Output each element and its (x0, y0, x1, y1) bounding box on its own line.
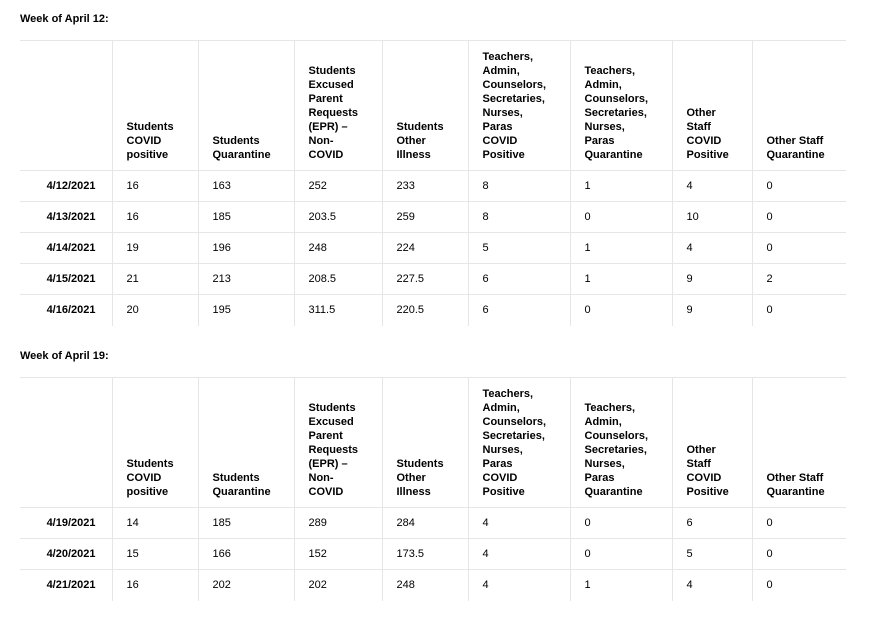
header-line: Other (686, 107, 716, 119)
date-cell: 4/13/2021 (20, 202, 112, 233)
header-line: Positive (686, 486, 729, 498)
header-line: Teachers, (584, 65, 636, 77)
value-cell: 0 (752, 508, 846, 539)
date-cell: 4/21/2021 (20, 570, 112, 601)
header-line: Staff (686, 121, 711, 133)
header-cell (198, 41, 294, 171)
value-cell: 185 (198, 508, 294, 539)
value-cell: 1 (570, 264, 672, 295)
header-line: Illness (396, 486, 431, 498)
date-cell: 4/20/2021 (20, 539, 112, 570)
header-line: (EPR) – (308, 458, 348, 470)
value-cell: 0 (570, 539, 672, 570)
value-cell: 0 (752, 295, 846, 326)
header-line: positive (126, 486, 169, 498)
header-line: Students (308, 65, 356, 77)
header-line: Staff (686, 458, 711, 470)
header-cell (752, 41, 846, 171)
header-line: Students (126, 458, 174, 470)
value-cell: 8 (468, 202, 570, 233)
value-cell: 163 (198, 171, 294, 202)
table-row (20, 508, 846, 539)
header-line: COVID (308, 486, 344, 498)
value-cell: 166 (198, 539, 294, 570)
header-line: Other (396, 472, 426, 484)
value-cell: 15 (112, 539, 198, 570)
value-cell: 4 (468, 508, 570, 539)
value-cell: 1 (570, 570, 672, 601)
value-cell: 0 (570, 295, 672, 326)
value-cell: 213 (198, 264, 294, 295)
value-cell: 248 (382, 570, 468, 601)
value-cell: 6 (468, 295, 570, 326)
header-line: Nurses, (482, 444, 523, 456)
header-line: Nurses, (482, 107, 523, 119)
value-cell: 284 (382, 508, 468, 539)
week-table (20, 377, 846, 601)
header-line: Teachers, (482, 51, 534, 63)
header-line: Students (126, 121, 174, 133)
value-cell: 16 (112, 570, 198, 601)
value-cell: 195 (198, 295, 294, 326)
date-cell: 4/16/2021 (20, 295, 112, 326)
date-cell: 4/14/2021 (20, 233, 112, 264)
value-cell: 311.5 (294, 295, 382, 326)
header-line: (EPR) – (308, 121, 348, 133)
value-cell: 4 (672, 233, 752, 264)
header-line: Students (396, 458, 444, 470)
week-title: Week of April 19: (20, 350, 109, 362)
header-line: Secretaries, (584, 444, 647, 456)
header-line: COVID (686, 135, 722, 147)
header-line: Paras (482, 458, 513, 470)
value-cell: 0 (570, 508, 672, 539)
header-line: COVID (308, 149, 344, 161)
header-line: Teachers, (584, 402, 636, 414)
header-line: COVID (686, 472, 722, 484)
value-cell: 220.5 (382, 295, 468, 326)
header-cell (672, 41, 752, 171)
header-line: Nurses, (584, 121, 625, 133)
value-cell: 1 (570, 233, 672, 264)
header-line: Secretaries, (482, 93, 545, 105)
header-line: Non- (308, 472, 334, 484)
value-cell: 6 (672, 508, 752, 539)
header-line: Other Staff (766, 135, 824, 147)
header-cell (112, 41, 198, 171)
value-cell: 14 (112, 508, 198, 539)
header-line: Quarantine (212, 149, 271, 161)
header-cell-date (20, 41, 112, 171)
table-header-row (20, 378, 846, 508)
header-cell (112, 378, 198, 508)
header-line: Quarantine (212, 486, 271, 498)
value-cell: 208.5 (294, 264, 382, 295)
header-line: Admin, (584, 79, 622, 91)
header-line: Non- (308, 135, 334, 147)
header-line: Counselors, (482, 416, 547, 428)
header-cell (570, 378, 672, 508)
value-cell: 4 (468, 570, 570, 601)
header-line: Parent (308, 430, 343, 442)
header-line: Admin, (584, 416, 622, 428)
value-cell: 19 (112, 233, 198, 264)
value-cell: 0 (570, 202, 672, 233)
value-cell: 0 (752, 570, 846, 601)
value-cell: 10 (672, 202, 752, 233)
value-cell: 203.5 (294, 202, 382, 233)
value-cell: 0 (752, 202, 846, 233)
table-row (20, 295, 846, 326)
header-line: Teachers, (482, 388, 534, 400)
header-line: Other Staff (766, 472, 824, 484)
value-cell: 0 (752, 171, 846, 202)
value-cell: 2 (752, 264, 846, 295)
header-line: Secretaries, (584, 107, 647, 119)
header-cell (468, 41, 570, 171)
header-line: Paras (584, 472, 615, 484)
header-line: Other (686, 444, 716, 456)
header-line: Students (212, 135, 260, 147)
value-cell: 4 (672, 171, 752, 202)
value-cell: 4 (468, 539, 570, 570)
value-cell: 0 (752, 233, 846, 264)
header-line: COVID (126, 135, 162, 147)
header-line: Quarantine (584, 149, 643, 161)
header-line: Secretaries, (482, 430, 545, 442)
value-cell: 227.5 (382, 264, 468, 295)
value-cell: 259 (382, 202, 468, 233)
value-cell: 16 (112, 171, 198, 202)
value-cell: 1 (570, 171, 672, 202)
header-line: Counselors, (584, 93, 649, 105)
header-line: Students (308, 402, 356, 414)
value-cell: 9 (672, 295, 752, 326)
date-cell: 4/12/2021 (20, 171, 112, 202)
value-cell: 20 (112, 295, 198, 326)
header-cell (468, 378, 570, 508)
date-cell: 4/15/2021 (20, 264, 112, 295)
week-title: Week of April 12: (20, 13, 109, 25)
week-table (20, 40, 846, 326)
value-cell: 4 (672, 570, 752, 601)
header-line: positive (126, 149, 169, 161)
header-line: Quarantine (766, 149, 825, 161)
header-line: Paras (482, 121, 513, 133)
value-cell: 202 (198, 570, 294, 601)
value-cell: 16 (112, 202, 198, 233)
date-cell: 4/19/2021 (20, 508, 112, 539)
value-cell: 252 (294, 171, 382, 202)
header-line: Students (212, 472, 260, 484)
header-line: Excused (308, 79, 354, 91)
header-cell (382, 378, 468, 508)
header-cell-date (20, 378, 112, 508)
header-line: Requests (308, 444, 359, 456)
header-line: COVID (482, 135, 518, 147)
header-line: Quarantine (766, 486, 825, 498)
value-cell: 6 (468, 264, 570, 295)
value-cell: 224 (382, 233, 468, 264)
header-cell (752, 378, 846, 508)
value-cell: 5 (672, 539, 752, 570)
value-cell: 248 (294, 233, 382, 264)
header-line: Positive (686, 149, 729, 161)
header-line: Positive (482, 486, 525, 498)
table-row (20, 202, 846, 233)
value-cell: 9 (672, 264, 752, 295)
value-cell: 21 (112, 264, 198, 295)
table-row (20, 539, 846, 570)
header-cell (294, 41, 382, 171)
header-line: Counselors, (482, 79, 547, 91)
header-line: COVID (126, 472, 162, 484)
header-line: Parent (308, 93, 343, 105)
header-cell (672, 378, 752, 508)
table-row (20, 264, 846, 295)
header-line: Admin, (482, 65, 520, 77)
header-line: Admin, (482, 402, 520, 414)
header-cell (294, 378, 382, 508)
header-line: Illness (396, 149, 431, 161)
table-row (20, 570, 846, 601)
header-line: COVID (482, 472, 518, 484)
table-header-row (20, 41, 846, 171)
header-line: Nurses, (584, 458, 625, 470)
value-cell: 152 (294, 539, 382, 570)
value-cell: 173.5 (382, 539, 468, 570)
header-line: Requests (308, 107, 359, 119)
table-row (20, 171, 846, 202)
header-line: Excused (308, 416, 354, 428)
value-cell: 185 (198, 202, 294, 233)
header-line: Counselors, (584, 430, 649, 442)
value-cell: 8 (468, 171, 570, 202)
header-cell (382, 41, 468, 171)
table-row (20, 233, 846, 264)
header-line: Quarantine (584, 486, 643, 498)
value-cell: 202 (294, 570, 382, 601)
header-line: Students (396, 121, 444, 133)
header-cell (198, 378, 294, 508)
value-cell: 0 (752, 539, 846, 570)
value-cell: 233 (382, 171, 468, 202)
header-line: Paras (584, 135, 615, 147)
header-cell (570, 41, 672, 171)
value-cell: 289 (294, 508, 382, 539)
value-cell: 5 (468, 233, 570, 264)
header-line: Other (396, 135, 426, 147)
header-line: Positive (482, 149, 525, 161)
value-cell: 196 (198, 233, 294, 264)
